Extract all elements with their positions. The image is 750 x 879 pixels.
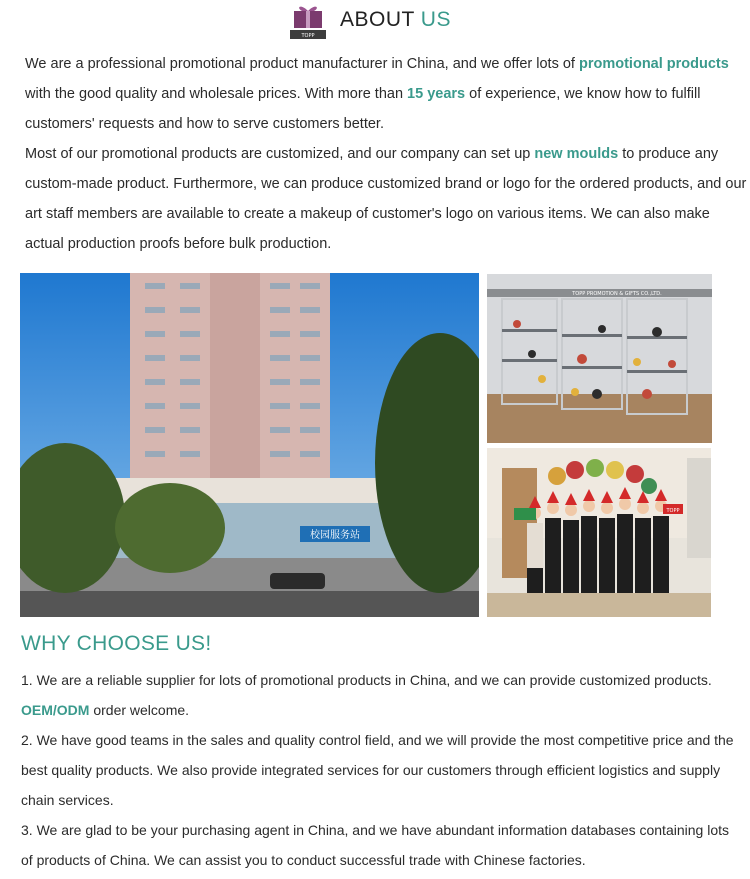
showroom-sign: TOPP PROMOTION & GIFTS CO.,LTD. <box>572 291 662 297</box>
showroom-photo <box>487 274 712 443</box>
highlight-years: 15 years <box>407 86 466 102</box>
why-item-2: 2. We have good teams in the sales and quality control field, and we will provide the most competitive price and the best quality products. We also provide integrated services for our customers through efficient logistics and supply chain services. <box>21 732 734 808</box>
company-building-photo <box>20 273 479 617</box>
why-item-1: 1. We are a reliable supplier for lots of promotional products in China, and we can provide customized products. OEM/ODM order welcome. <box>21 672 712 718</box>
why-choose-us-title: WHY CHOOSE US! <box>21 632 212 655</box>
team-sign: TOPP <box>666 508 680 514</box>
about-us-header <box>290 0 451 40</box>
logo-text: TOPP <box>301 33 315 39</box>
page-title: ABOUT US <box>340 8 451 31</box>
intro-text: We are a professional promotional product manufacturer in China, and we offer lots of promotional products with the good quality and wholesale prices. With more than 15 years of experience, we know how to fulfill customers' requests and how to serve customers better. Most of our promotional products are customized, and our company can set up new moulds to produce any custom-made product. Furthermore, we can produce customized brand or logo for the ordered products, and our art staff members are available to create a makeup of customer's logo on various items. We can also make actual production proofs before bulk production. <box>25 56 747 252</box>
highlight-new-moulds: new moulds <box>534 146 619 162</box>
gift-box-icon <box>290 1 326 39</box>
building-sign: 校园服务站 <box>310 530 360 541</box>
highlight-promotional-products: promotional products <box>579 56 729 72</box>
title-accent: US <box>420 8 451 31</box>
highlight-oem-odm: OEM/ODM <box>21 702 90 718</box>
why-choose-us-list <box>21 665 741 875</box>
team-photo <box>487 448 711 617</box>
why-item-3: 3. We are glad to be your purchasing agent in China, and we have abundant information databases containing lots of products of China. We can assist you to conduct successful trade with Chinese factories. <box>21 822 729 868</box>
